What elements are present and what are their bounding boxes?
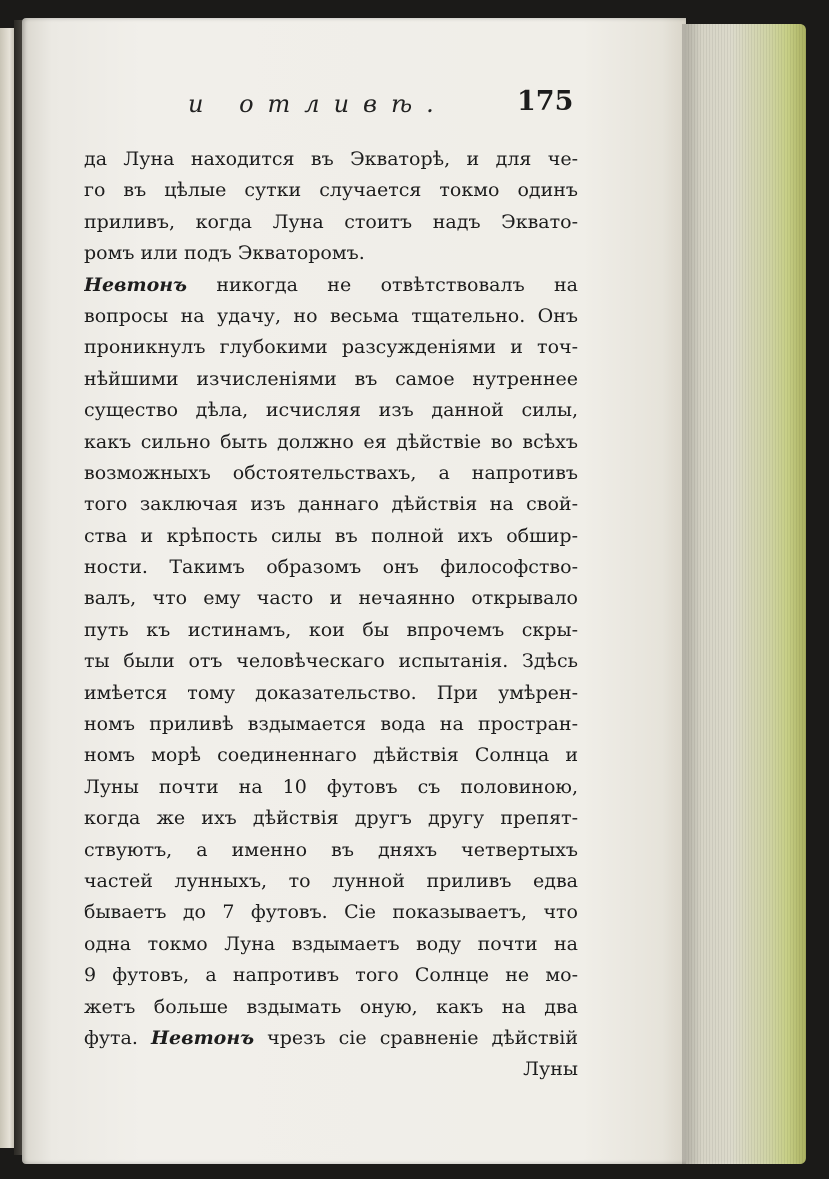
person-name: Невтонъ [84, 273, 187, 296]
text-line: 9 футовъ, а напротивъ того Солнце не мо- [84, 964, 578, 987]
text-line: ства и крѣпость силы въ полной ихъ обшир- [84, 524, 578, 547]
page-number: 175 [517, 86, 574, 117]
text-line: ромъ или подъ Экваторомъ. [84, 242, 365, 265]
text-line: того заключая изъ даннаго дѣйствія на свой- [84, 493, 578, 516]
text-line: приливъ, когда Луна стоитъ надъ Эквато- [84, 210, 578, 233]
text-line: фута. Невтонъ чрезъ сіе сравненіе дѣйствій [84, 1026, 578, 1049]
text-line: Луны почти на 10 футовъ съ половиною, [84, 775, 578, 798]
text-line: да Луна находится въ Экваторѣ, и для че- [84, 148, 578, 170]
text-line: ности. Такимъ образомъ онъ философство- [84, 556, 578, 579]
person-name: Невтонъ [151, 1026, 255, 1049]
text-line: валъ, что ему часто и нечаянно открывало [84, 587, 578, 610]
fore-edge-shadow [682, 24, 702, 1164]
text-line: путь къ истинамъ, кои бы впрочемъ скры- [84, 618, 578, 641]
text-line: номъ приливѣ вздымается вода на простран- [84, 713, 578, 736]
catchword: Луны [523, 1058, 578, 1081]
book-page [22, 18, 686, 1164]
text-line: го въ цѣлые сутки случается токмо одинъ [84, 179, 578, 202]
body-text [84, 144, 578, 1086]
text-line: ты были отъ человѣческаго испытанія. Здѣсь [84, 650, 578, 673]
text-line: нѣйшими изчисленіями въ самое нутреннее [84, 367, 578, 390]
text-line: вопросы на удачу, но весьма тщательно. Онъ [84, 304, 578, 327]
text-line: имѣется тому доказательство. При умѣрен- [84, 681, 578, 704]
text-line: какъ сильно быть должно ея дѣйствіе во всѣхъ [84, 430, 578, 453]
text-line: номъ морѣ соединеннаго дѣйствія Солнца и [84, 744, 578, 767]
text-line: жетъ больше вздымать оную, какъ на два [84, 995, 578, 1018]
text-line: ствуютъ, а именно въ дняхъ четвертыхъ [84, 838, 578, 861]
text-line: частей лунныхъ, то лунной приливъ едва [84, 869, 578, 892]
text-line: когда же ихъ дѣйствія другъ другу препят- [84, 807, 578, 830]
running-head: и отливѣ. [188, 90, 448, 118]
text-line: проникнулъ глубокими разсужденіями и точ- [84, 336, 578, 359]
text-line: существо дѣла, исчисляя изъ данной силы, [84, 399, 578, 422]
text-line: возможныхъ обстоятельствахъ, а напротивъ [84, 461, 578, 484]
text-line: бываетъ до 7 футовъ. Сіе показываетъ, что [84, 901, 578, 924]
text-line: Невтонъ никогда не отвѣтствовалъ на [84, 273, 578, 296]
page-header [172, 86, 574, 130]
text-line: одна токмо Луна вздымаетъ воду почти на [84, 932, 578, 955]
